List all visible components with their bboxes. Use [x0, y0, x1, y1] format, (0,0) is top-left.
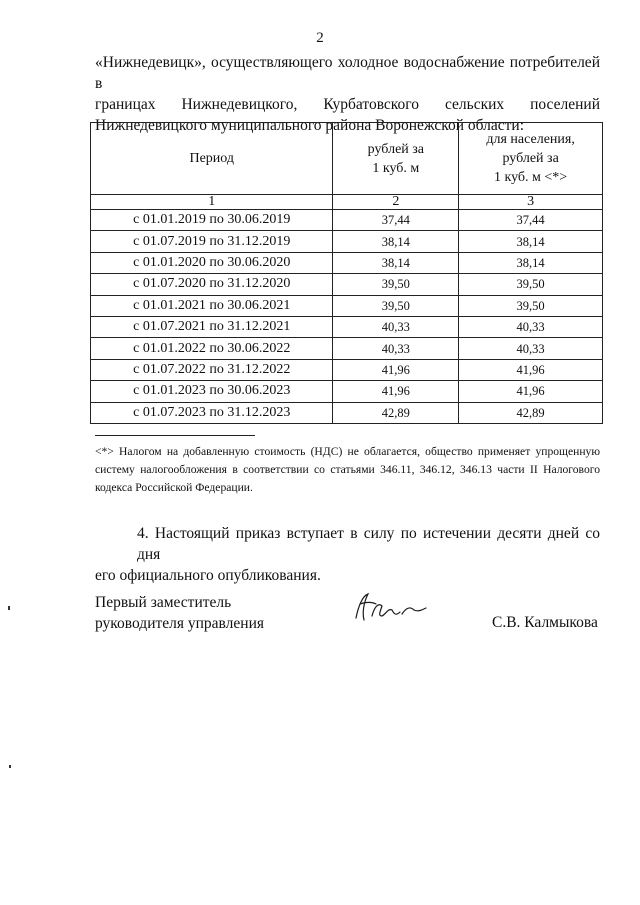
cell-population-price: 39,50 [459, 295, 603, 316]
column-number: 2 [333, 195, 459, 210]
signer-title-line-1: Первый заместитель [95, 594, 232, 611]
column-number-row [91, 195, 603, 210]
cell-population-price: 40,33 [459, 316, 603, 337]
table-row [91, 402, 603, 423]
column-number: 1 [91, 195, 333, 210]
header-pop-line-3: 1 куб. м <*> [494, 170, 568, 185]
footnote-vat: <*> Налогом на добавленную стоимость (НДС) не облагается, общество применяет упрощенную систему налогообложения в соответствии со статьями 346.11, 346.12, 346.13 части II Налогового кодекса Российской Федерации. [95, 445, 600, 494]
header-period [91, 123, 333, 195]
cell-period: с 01.07.2022 по 31.12.2022 [91, 359, 333, 380]
header-period-label: Период [189, 151, 234, 166]
handwritten-signature [348, 588, 428, 628]
cell-population-price: 41,96 [459, 381, 603, 402]
cell-population-price: 42,89 [459, 402, 603, 423]
table-row [91, 381, 603, 402]
cell-rub-per-m3: 40,33 [333, 338, 459, 359]
cell-rub-per-m3: 41,96 [333, 359, 459, 380]
header-pop-line-2: рублей за [502, 151, 559, 166]
tariff-table [90, 122, 603, 424]
table-row [91, 231, 603, 252]
cell-rub-per-m3: 41,96 [333, 381, 459, 402]
column-number: 3 [459, 195, 603, 210]
table-header-row [91, 123, 603, 195]
cell-period: с 01.07.2019 по 31.12.2019 [91, 231, 333, 252]
signer-title [95, 592, 264, 634]
cell-period: с 01.07.2020 по 31.12.2020 [91, 274, 333, 295]
table-row [91, 274, 603, 295]
cell-rub-per-m3: 37,44 [333, 210, 459, 231]
header-rub-line-1: рублей за [367, 141, 425, 157]
cell-period: с 01.07.2023 по 31.12.2023 [91, 402, 333, 423]
order-line-1: 4. Настоящий приказ вступает в силу по истечении десяти дней со дня [137, 525, 600, 563]
table-row [91, 316, 603, 337]
cell-period: с 01.01.2023 по 30.06.2023 [91, 381, 333, 402]
cell-population-price: 38,14 [459, 252, 603, 273]
table-row [91, 359, 603, 380]
cell-rub-per-m3: 40,33 [333, 316, 459, 337]
scan-speck [8, 606, 10, 610]
cell-period: с 01.07.2021 по 31.12.2021 [91, 316, 333, 337]
signer-title-line-2: руководителя управления [95, 615, 265, 632]
table-row [91, 210, 603, 231]
order-clause-4 [95, 523, 600, 586]
cell-population-price: 41,96 [459, 359, 603, 380]
header-rub-per-m3 [333, 123, 459, 195]
cell-rub-per-m3: 38,14 [333, 252, 459, 273]
header-rub-line-2: 1 куб. м [372, 160, 420, 176]
cell-rub-per-m3: 39,50 [333, 274, 459, 295]
header-population [459, 123, 603, 195]
table-row [91, 252, 603, 273]
cell-rub-per-m3: 39,50 [333, 295, 459, 316]
cell-population-price: 39,50 [459, 274, 603, 295]
cell-rub-per-m3: 42,89 [333, 402, 459, 423]
signer-name: С.В. Калмыкова [492, 614, 598, 631]
intro-line-3: Нижнедевицкого муниципального района Воронежской области: [95, 117, 525, 134]
table-row [91, 295, 603, 316]
cell-period: с 01.01.2020 по 30.06.2020 [91, 252, 333, 273]
cell-population-price: 37,44 [459, 210, 603, 231]
order-line-2: его официального опубликования. [95, 567, 321, 584]
cell-period: с 01.01.2019 по 30.06.2019 [91, 210, 333, 231]
page-number: 2 [316, 30, 324, 46]
table-row [91, 338, 603, 359]
intro-line-1: «Нижнедевицк», осуществляющего холодное водоснабжение потребителей в [95, 54, 600, 92]
footnote-divider [95, 435, 255, 436]
cell-population-price: 40,33 [459, 338, 603, 359]
cell-period: с 01.01.2021 по 30.06.2021 [91, 295, 333, 316]
scan-speck [9, 765, 11, 768]
cell-rub-per-m3: 38,14 [333, 231, 459, 252]
intro-line-2: границах Нижнедевицкого, Курбатовского сельских поселений [95, 96, 600, 113]
cell-period: с 01.01.2022 по 30.06.2022 [91, 338, 333, 359]
cell-population-price: 38,14 [459, 231, 603, 252]
tariff-table-body [91, 210, 603, 424]
header-pop-line-1: для населения, [486, 132, 575, 147]
